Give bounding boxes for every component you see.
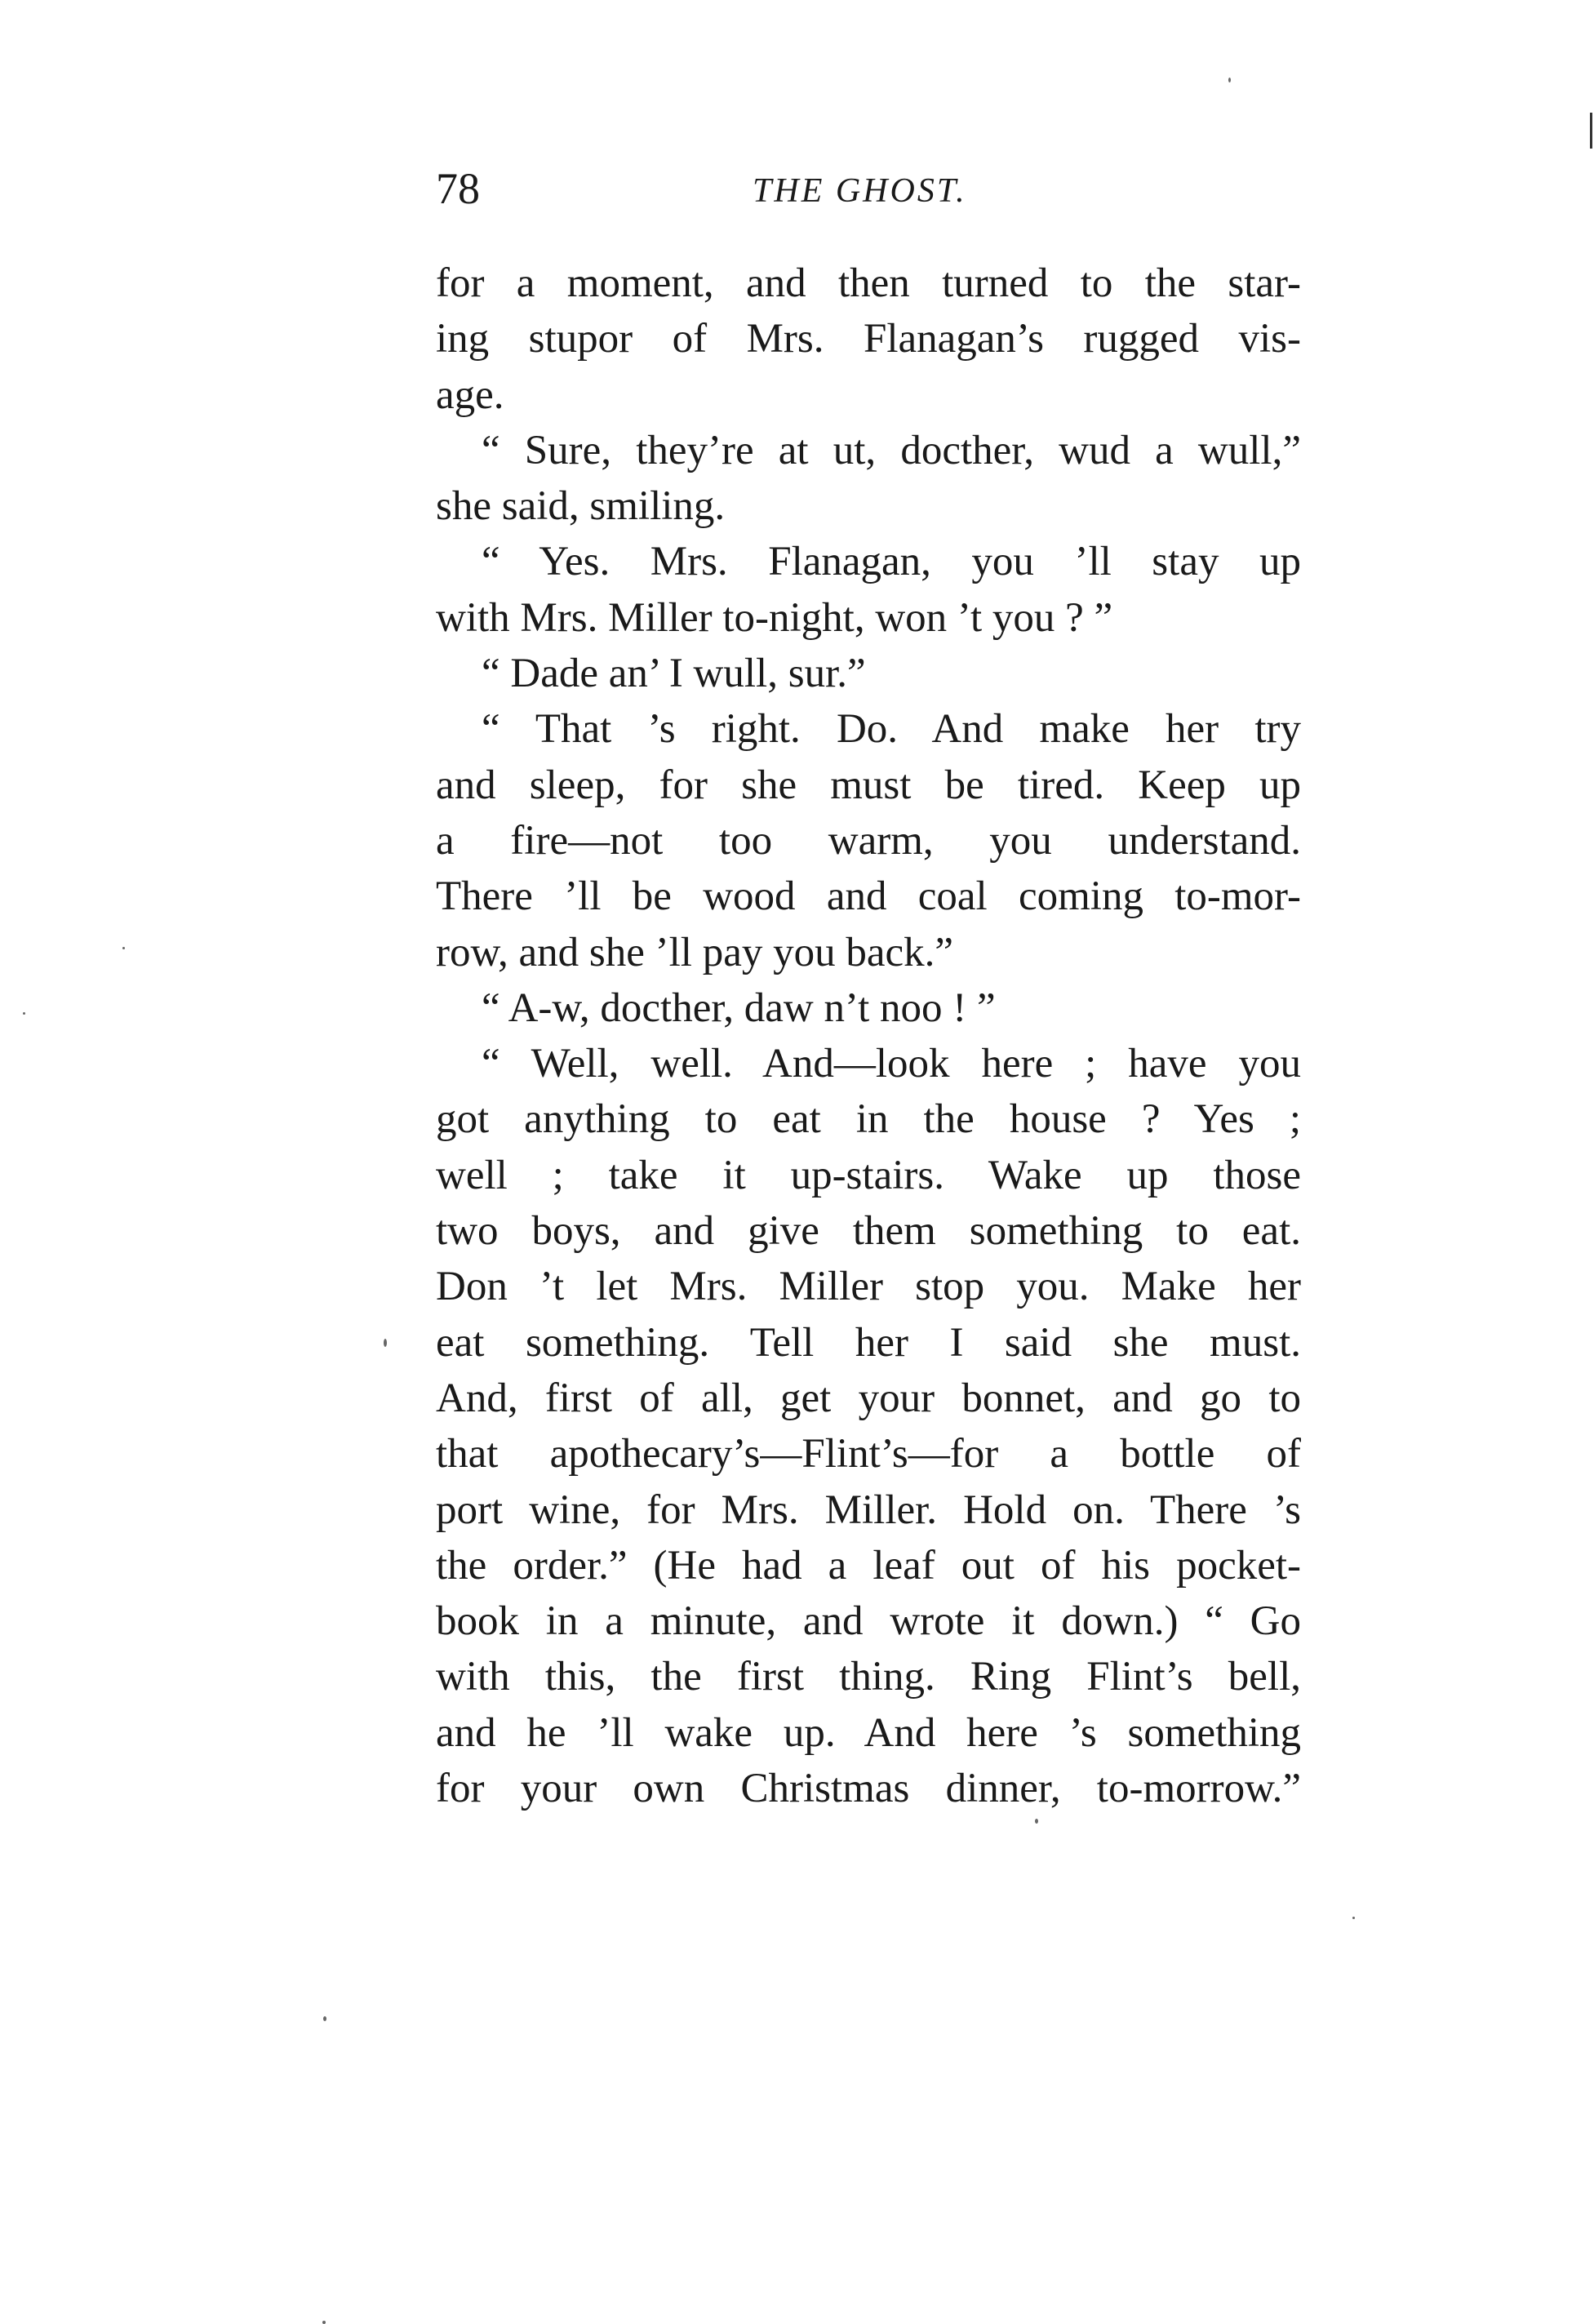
text-line: with this, the first thing. Ring Flint’s bell, (436, 1654, 1301, 1700)
scan-speck (384, 1339, 387, 1347)
text-line: she said, smiling. (436, 483, 726, 530)
text-line: ing stupor of Mrs. Flanagan’s rugged vis- (436, 316, 1301, 362)
text-line: row, and she ’ll pay you back.” (436, 929, 953, 975)
scan-speck (1035, 1819, 1038, 1824)
text-line: “ Sure, they’re at ut, docther, wud a wull,” (482, 427, 1301, 473)
text-line: well ; take it up-stairs. Wake up those (436, 1152, 1301, 1198)
text-line: “ That ’s right. Do. And make her try (482, 706, 1301, 753)
text-line: for your own Christmas dinner, to-morrow.” (436, 1766, 1301, 1812)
page-header (436, 160, 1301, 217)
text-line: port wine, for Mrs. Miller. Hold on. There ’s (436, 1486, 1301, 1533)
text-line: and sleep, for she must be tired. Keep up (436, 762, 1301, 808)
page-number: 78 (436, 164, 480, 213)
text-line: And, first of all, get your bonnet, and go to (436, 1375, 1301, 1421)
text-line: for a moment, and then turned to the star- (436, 260, 1301, 306)
text-line: that apothecary’s—Flint’s—for a bottle of (436, 1431, 1301, 1477)
text-line: Don ’t let Mrs. Miller stop you. Make her (436, 1264, 1301, 1310)
scan-speck (1352, 1917, 1355, 1919)
text-line: book in a minute, and wrote it down.) “ Go (436, 1598, 1301, 1645)
running-title: THE GHOST. (753, 172, 967, 210)
text-line: There ’ll be wood and coal coming to-mor- (436, 873, 1301, 920)
text-line: “ Yes. Mrs. Flanagan, you ’ll stay up (482, 539, 1301, 585)
text-line: “ Well, well. And—look here ; have you (482, 1041, 1301, 1087)
scan-speck (323, 2016, 326, 2021)
text-line: a fire—not too warm, you understand. (436, 817, 1301, 864)
text-line: “ A-w, docther, daw n’t noo ! ” (482, 984, 996, 1031)
text-line: “ Dade an’ I wull, sur.” (482, 651, 866, 697)
text-line: got anything to eat in the house ? Yes ; (436, 1096, 1301, 1143)
scan-speck (23, 1012, 25, 1015)
text-line: two boys, and give them something to eat. (436, 1208, 1301, 1255)
scan-speck (322, 2321, 326, 2324)
scan-speck (1228, 78, 1231, 82)
text-line: age. (436, 371, 504, 418)
text-line: and he ’ll wake up. And here ’s something (436, 1709, 1301, 1756)
scan-speck (122, 947, 125, 949)
body-text (436, 256, 1301, 1816)
text-line: the order.” (He had a leaf out of his pocket- (436, 1542, 1301, 1589)
text-line: eat something. Tell her I said she must. (436, 1319, 1301, 1366)
scan-edge-mark (1590, 113, 1592, 149)
text-line: with Mrs. Miller to-night, won ’t you ? ” (436, 594, 1113, 641)
